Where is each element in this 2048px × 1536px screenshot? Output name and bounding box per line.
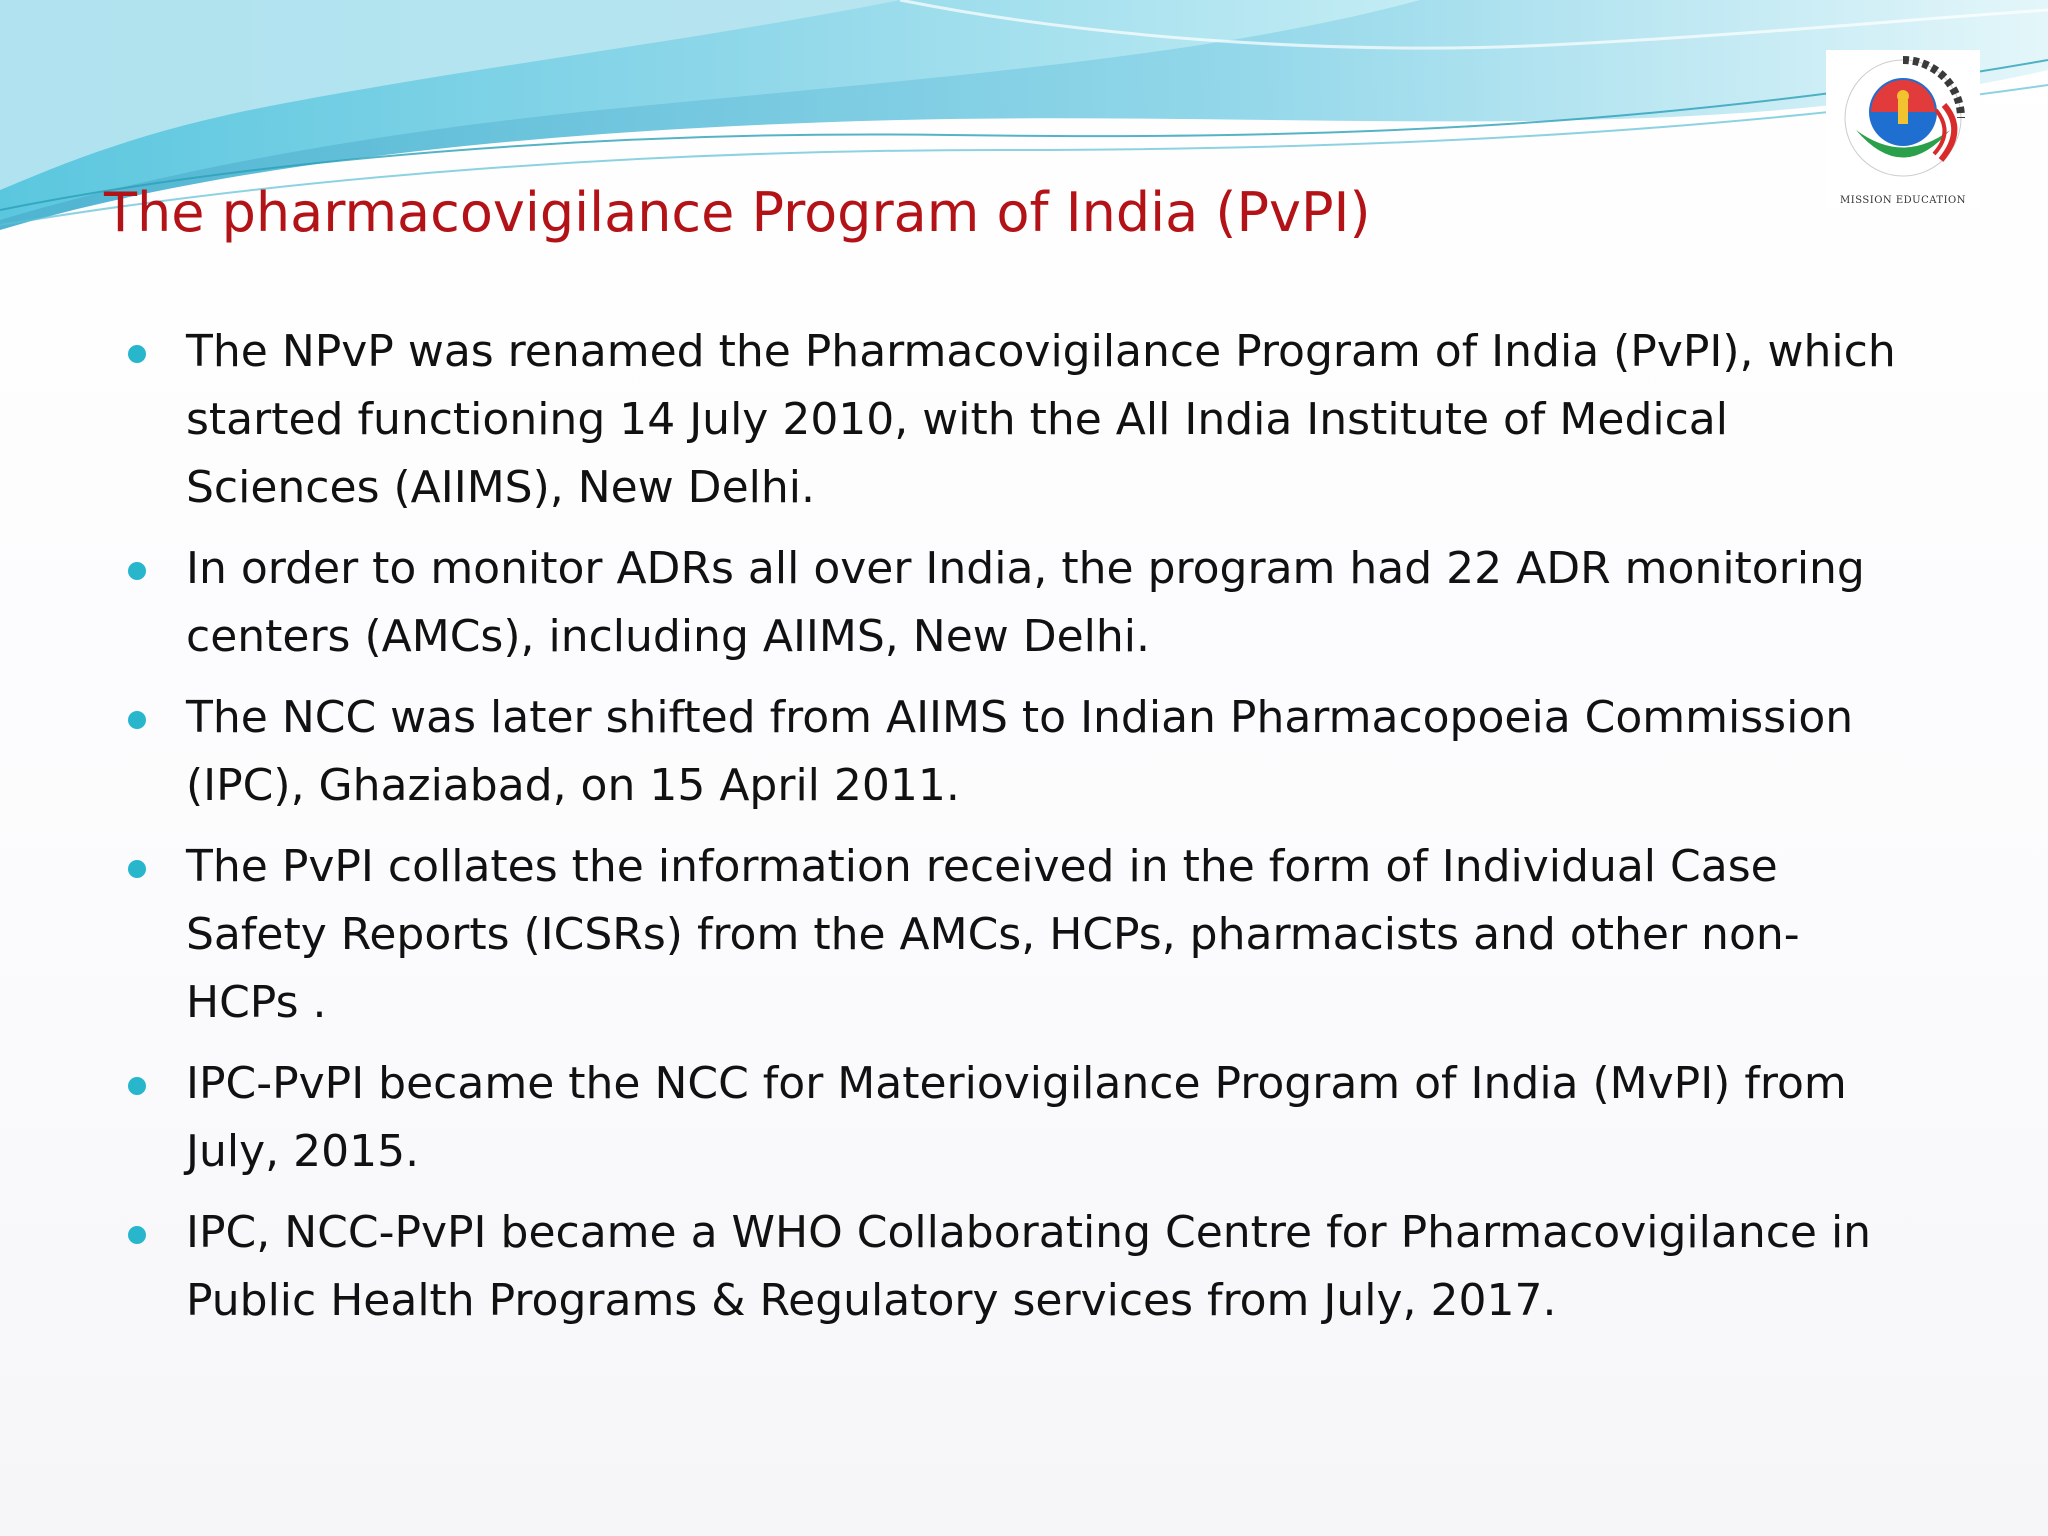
- bullet-text: IPC, NCC-PvPI became a WHO Collaborating Centre for Pharmacovigilance in Public Health Programs & Regulatory services from July, 2017.: [186, 1207, 1872, 1326]
- bullet-dot-icon: [128, 1077, 146, 1095]
- institution-logo: [1826, 50, 1980, 208]
- bullet-dot-icon: [128, 711, 146, 729]
- slide-title: The pharmacovigilance Program of India (PvPI): [104, 181, 1371, 244]
- bullet-text: The NCC was later shifted from AIIMS to Indian Pharmacopoeia Commission (IPC), Ghaziabad, on 15 April 2011.: [186, 692, 1854, 811]
- bullet-dot-icon: [128, 562, 146, 580]
- bullet-item: [128, 1050, 1908, 1186]
- bullet-text: The NPvP was renamed the Pharmacovigilance Program of India (PvPI), which started functioning 14 July 2010, with the All India Institute of Medical Sciences (AIIMS), New Delhi.: [186, 326, 1896, 513]
- bullet-text: In order to monitor ADRs all over India, the program had 22 ADR monitoring centers (AMCs), including AIIMS, New Delhi.: [186, 543, 1865, 662]
- bullet-item: [128, 833, 1908, 1037]
- bullet-text: IPC-PvPI became the NCC for Materiovigilance Program of India (MvPI) from July, 2015.: [186, 1058, 1847, 1177]
- bullet-item: [128, 318, 1908, 522]
- bullet-list: [128, 318, 1908, 1348]
- bullet-item: [128, 1199, 1908, 1335]
- bullet-dot-icon: [128, 860, 146, 878]
- bullet-dot-icon: [128, 1226, 146, 1244]
- bullet-dot-icon: [128, 345, 146, 363]
- bullet-item: [128, 535, 1908, 671]
- bullet-text: The PvPI collates the information received in the form of Individual Case Safety Reports (ICSRs) from the AMCs, HCPs, pharmacists and other non-HCPs .: [186, 841, 1800, 1028]
- institution-logo-icon: [1826, 50, 1980, 190]
- bullet-item: [128, 684, 1908, 820]
- logo-caption: MISSION EDUCATION: [1840, 195, 1966, 206]
